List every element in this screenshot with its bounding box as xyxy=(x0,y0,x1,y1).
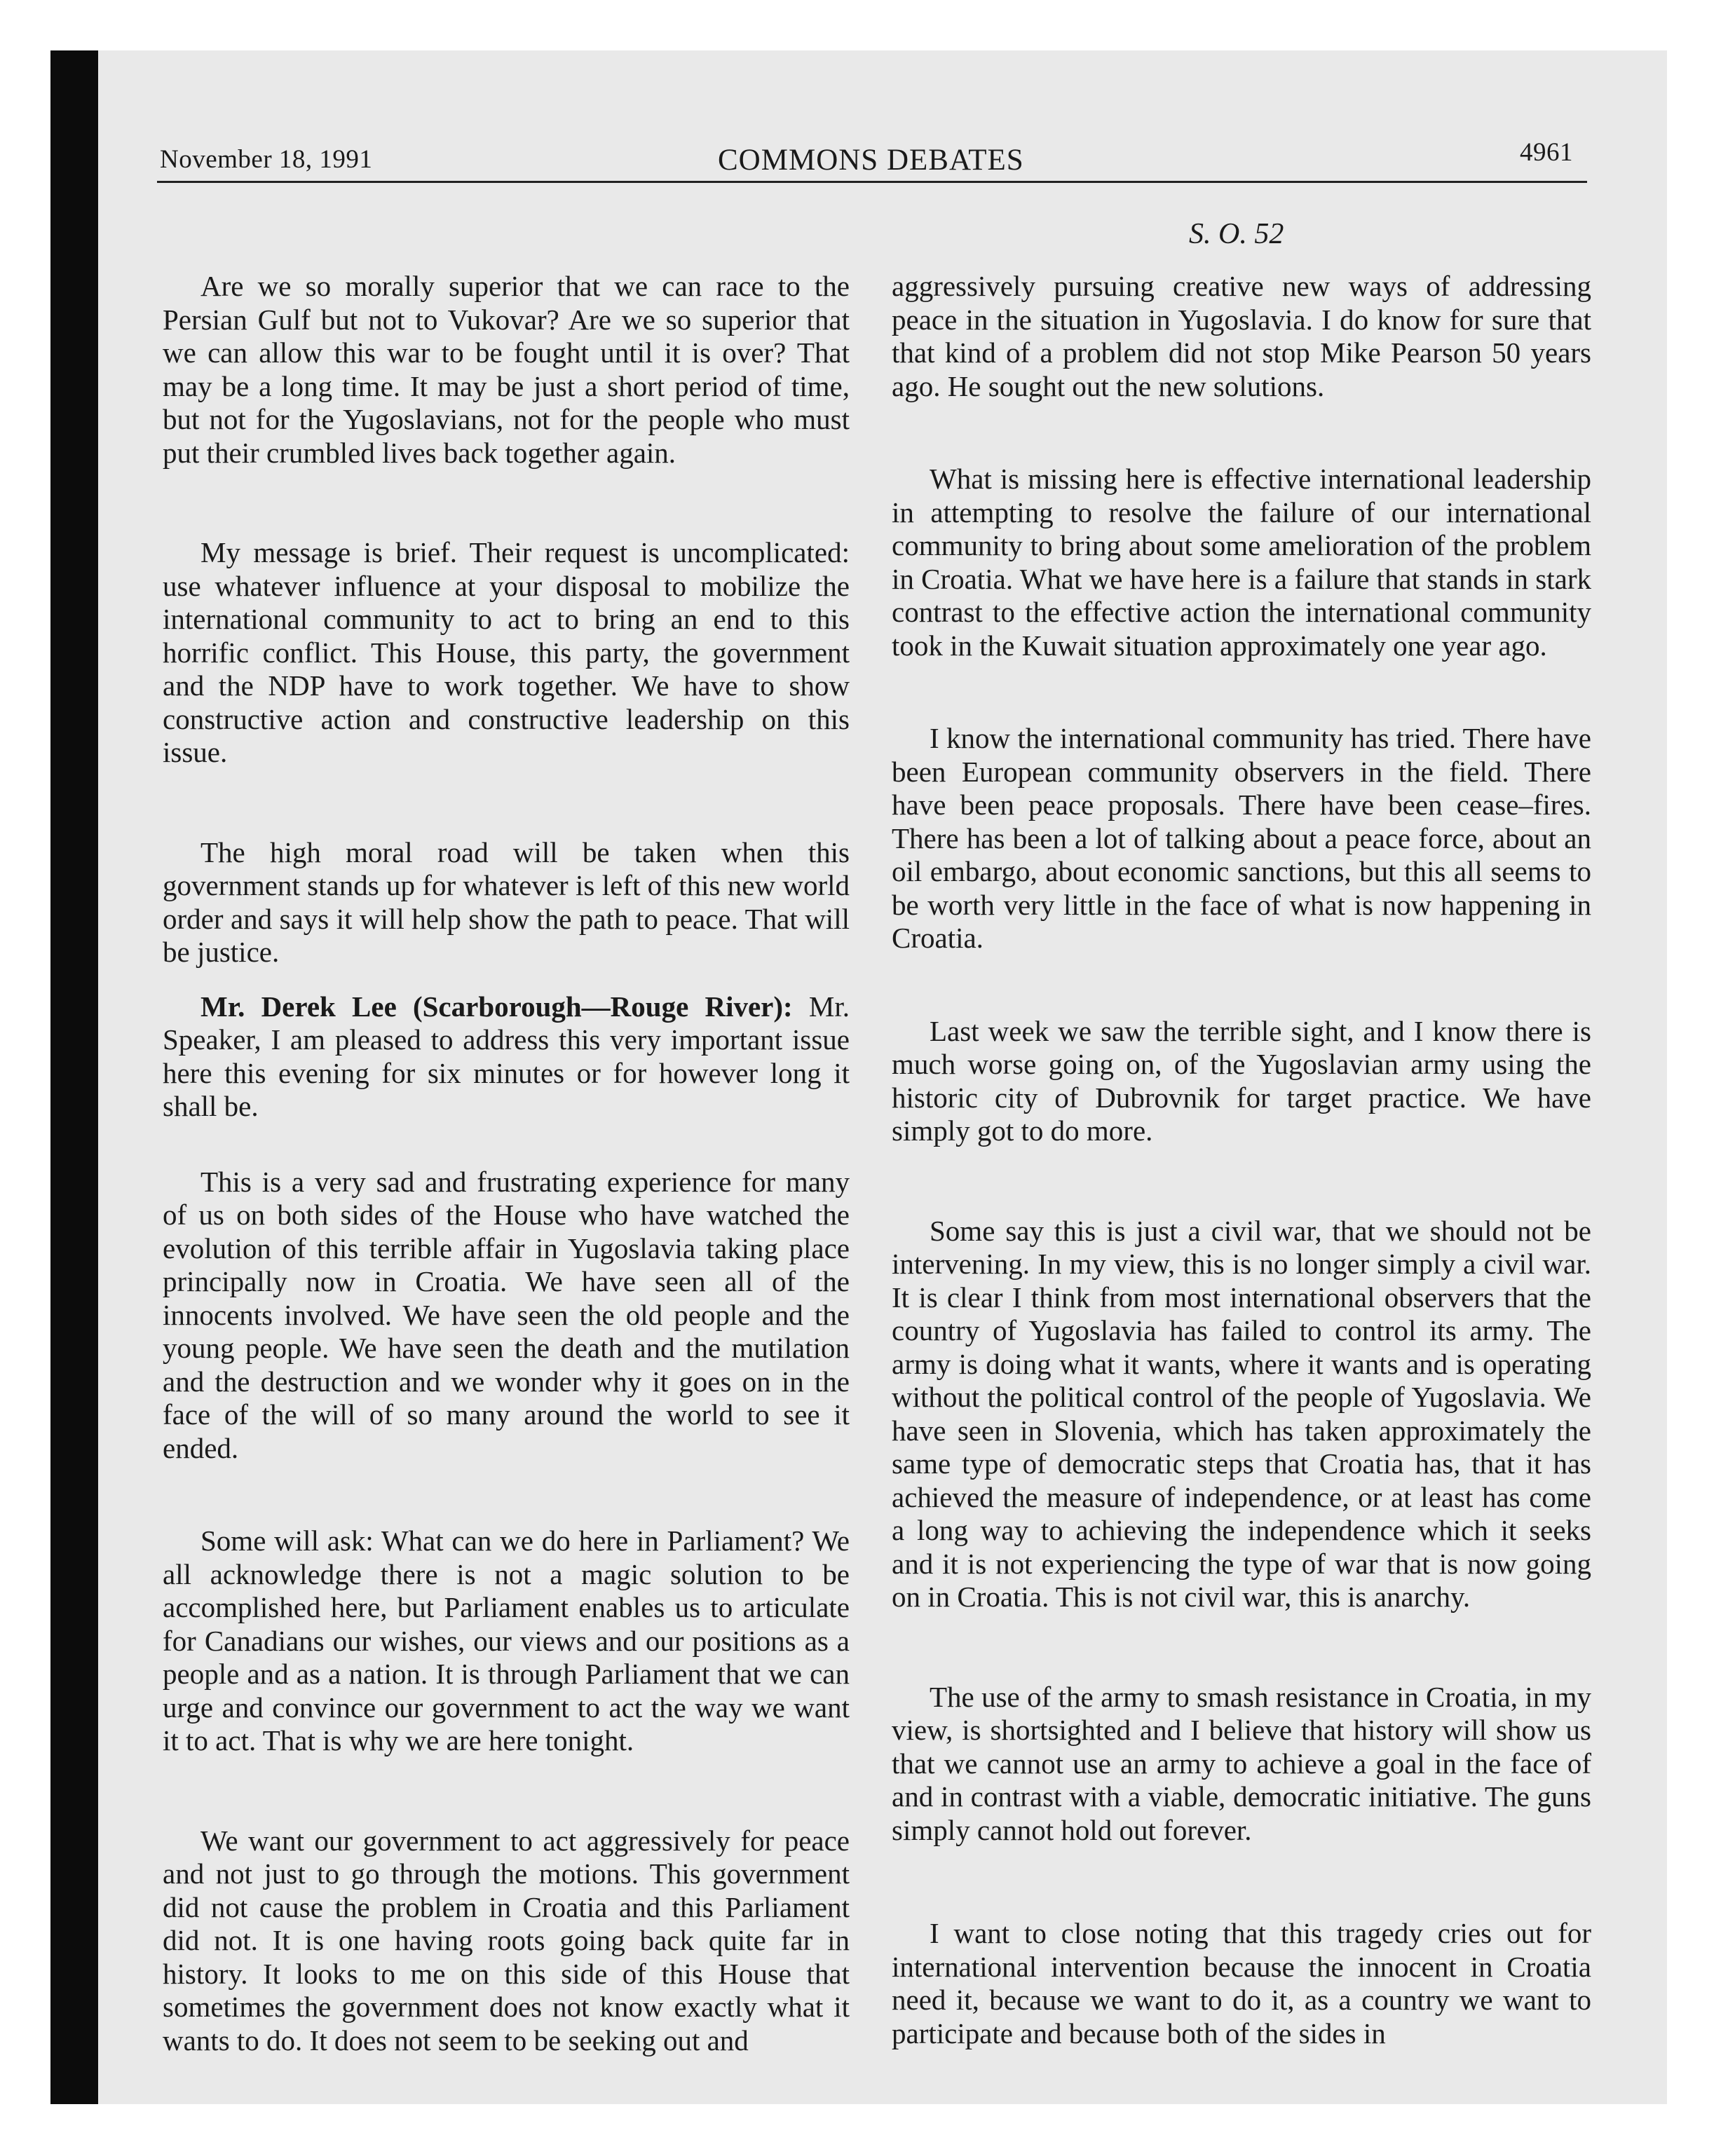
header-rule xyxy=(157,181,1587,183)
paragraph: The use of the army to smash resistance in Croatia, in my view, is shortsighted and I believe that history will show us that we cannot use an army to achieve a goal in the face of and in contrast with a viable, democratic initiative. The guns simply cannot hold out forever. xyxy=(892,1680,1591,1846)
paragraph: Last week we saw the terrible sight, and I know there is much worse going on, of the Yugoslavian army using the historic city of Dubrovnik for target practice. We have simply got to do more. xyxy=(892,1014,1591,1147)
paragraph: Some say this is just a civil war, that we should not be intervening. In my view, this is no longer simply a civil war. It is clear I think from most international observers that the country of Yugoslavia has failed to control its army. The army is doing what it wants, where it wants and is operating without the political control of the people of Yugoslavia. We have seen in Slovenia, which has taken approximately the same type of democratic steps that Croatia has, that it has achieved the measure of independence, or at least has come a long way to achieving the independence which it seeks and it is not experiencing the type of war that is now going on in Croatia. This is not civil war, this is anarchy. xyxy=(892,1214,1591,1613)
left-column xyxy=(163,270,850,2057)
running-header xyxy=(157,137,1587,182)
header-date: November 18, 1991 xyxy=(160,145,373,174)
header-title: COMMONS DEBATES xyxy=(718,144,1024,177)
paragraph: The high moral road will be taken when this government stands up for whatever is left of this new world order and says it will help show the path to peace. That will be justice. xyxy=(163,835,850,968)
paragraph: We want our government to act aggressively for peace and not just to go through the motions. This government did not cause the problem in Croatia and this Parliament did not. It is one having roots going back quite far in history. It looks to me on this side of this House that sometimes the government does not know exactly what it wants to do. It does not seem to be seeking out and xyxy=(163,1824,850,2056)
paragraph: Some will ask: What can we do here in Parliament? We all acknowledge there is not a magic solution to be accomplished here, but Parliament enables us to articulate for Canadians our wishes, our views and our positions as a people and as a nation. It is through Parliament that we can urge and convince our government to act the way we want it to act. That is why we are here tonight. xyxy=(163,1524,850,1756)
speech-text: Mr. Speaker, I am pleased to address this very important issue here this evening for six minutes or for however long it shall be. xyxy=(163,990,850,1122)
right-column xyxy=(892,270,1591,2050)
paragraph: I know the international community has tried. There have been European community observers in the field. There have been peace proposals. There have been cease–fires. There has been a lot of talking about a peace force, about an oil embargo, about economic sanctions, but this all seems to be worth very little in the face of what is now happening in Croatia. xyxy=(892,722,1591,954)
speech-paragraph xyxy=(163,990,850,1124)
paragraph: aggressively pursuing creative new ways of addressing peace in the situation in Yugoslavia. I do know for sure that that kind of a problem did not stop Mike Pearson 50 years ago. He sought out the new solutions. xyxy=(892,270,1591,402)
paragraph: My message is brief. Their request is uncomplicated: use whatever influence at your disposal to mobilize the international community to act to bring an end to this horrific conflict. This House, this party, the government and the NDP have to work together. We have to show constructive action and constructive leadership on this issue. xyxy=(163,536,850,768)
paragraph: Are we so morally superior that we can race to the Persian Gulf but not to Vukovar? Are we so superior that we can allow this war to be fought until it is over? That may be a long time. It may be just a short period of time, but not for the Yugoslavians, not for the people who must put their crumbled lives back together again. xyxy=(163,270,850,469)
section-mark: S. O. 52 xyxy=(1189,218,1284,250)
speaker-name: Mr. Derek Lee (Scarborough—Rouge River): xyxy=(200,990,793,1023)
paragraph: I want to close noting that this tragedy cries out for international intervention because the innocent in Croatia need it, because we want to do it, as a country we want to participate and because both of the sides in xyxy=(892,1917,1591,2049)
paragraph: What is missing here is effective international leadership in attempting to resolve the failure of our international community to bring about some amelioration of the problem in Croatia. What we have here is a failure that stands in stark contrast to the effective action the international community took in the Kuwait situation approximately one year ago. xyxy=(892,463,1591,662)
paragraph: This is a very sad and frustrating experience for many of us on both sides of the House who have watched the evolution of this terrible affair in Yugoslavia taking place principally now in Croatia. We have seen all of the innocents involved. We have seen the old people and the young people. We have seen the death and the mutilation and the destruction and we wonder why it goes on in the face of the will of so many around the world to see it ended. xyxy=(163,1165,850,1464)
scan-edge-bar xyxy=(50,50,98,2104)
page-number: 4961 xyxy=(1520,138,1573,167)
